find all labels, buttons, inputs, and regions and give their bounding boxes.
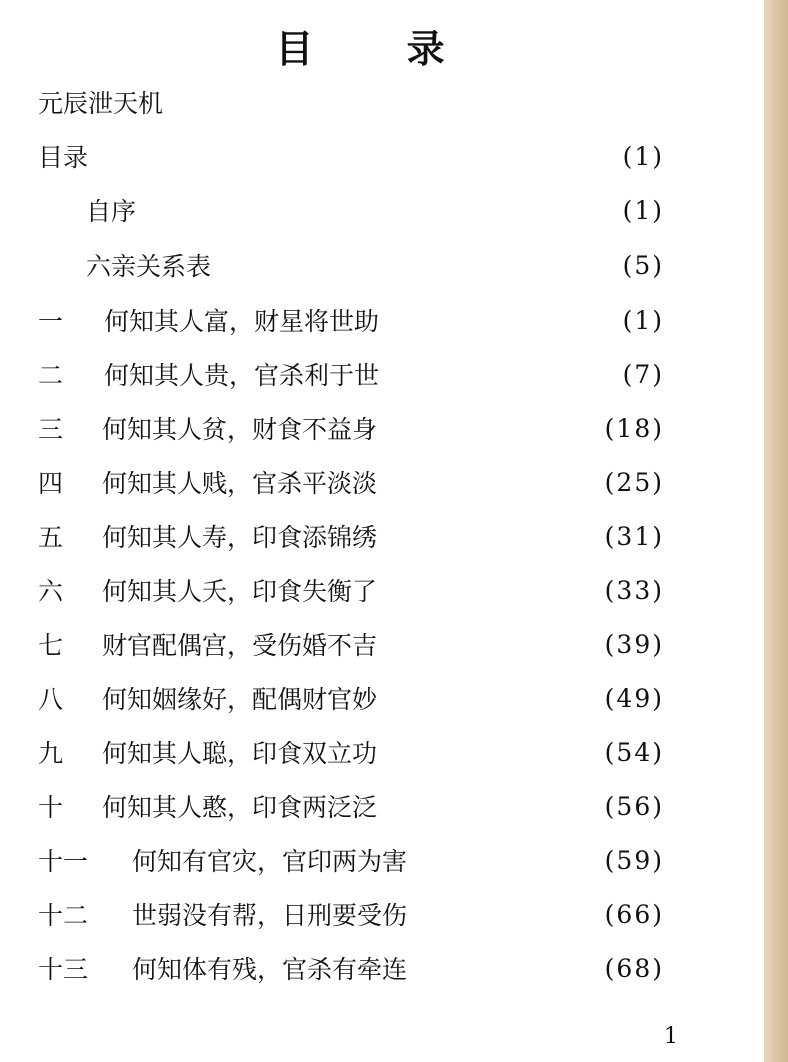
- toc-entry-page: (56): [604, 791, 664, 821]
- toc-entry-page: (33): [604, 575, 664, 605]
- dot-leader: [92, 136, 617, 176]
- toc-entry-title: 世弱没有帮，日刑要受伤: [132, 901, 408, 930]
- toc-entry-title: 何知其人贵，官杀利于世: [104, 361, 380, 390]
- toc-entry-number: 三: [38, 415, 64, 444]
- toc-entry-page: (1): [622, 141, 664, 171]
- toc-entry: [86, 190, 664, 230]
- page-edge: [764, 0, 788, 1062]
- dot-leader: [215, 245, 617, 285]
- toc-entry-title: 何知有官灾，官印两为害: [132, 847, 408, 876]
- toc-entry-number: 四: [38, 469, 64, 498]
- toc-entry-title: 何知其人贱，官杀平淡淡: [102, 469, 378, 498]
- dot-leader: [381, 516, 599, 556]
- toc-entry: [38, 624, 664, 664]
- toc-entry: [38, 300, 664, 340]
- toc-entry-title: 何知其人贫，财食不益身: [102, 415, 378, 444]
- toc-entry: [38, 570, 664, 610]
- toc-entry: [86, 245, 664, 285]
- toc-entry: [38, 948, 664, 988]
- toc-entry: [38, 840, 664, 880]
- toc-entry-number: 十二: [38, 901, 89, 930]
- toc-entry-page: (25): [604, 467, 664, 497]
- dot-leader: [381, 678, 599, 718]
- toc-entry-title: 何知其人富，财星将世助: [104, 307, 380, 336]
- toc-entry-title: 何知其人憨，印食两泛泛: [102, 793, 378, 822]
- toc-entry-number: 六: [38, 577, 64, 606]
- toc-entry-page: (18): [604, 413, 664, 443]
- toc-entry-page: (59): [604, 845, 664, 875]
- dot-leader: [383, 300, 617, 340]
- dot-leader: [140, 190, 617, 230]
- toc-entry: [38, 462, 664, 502]
- toc-entry-title: 六亲关系表: [86, 252, 212, 281]
- toc-entry-number: 二: [38, 361, 64, 390]
- toc-entry-title: 何知其人寿，印食添锦绣: [102, 523, 378, 552]
- toc-entry-number: 一: [38, 307, 64, 336]
- page-heading: 目 录: [275, 27, 485, 71]
- toc-entry-page: (68): [604, 953, 664, 983]
- dot-leader: [411, 894, 599, 934]
- toc-entry: [38, 516, 664, 556]
- toc-entry-number: 九: [38, 739, 64, 768]
- footer-page-number: 1: [664, 1024, 678, 1049]
- dot-leader: [383, 354, 617, 394]
- dot-leader: [411, 948, 599, 988]
- dot-leader: [381, 408, 599, 448]
- dot-leader: [381, 732, 599, 772]
- toc-entry-title: 目录: [38, 143, 89, 172]
- toc-entry-page: (5): [622, 250, 664, 280]
- toc-entry-page: (31): [604, 521, 664, 551]
- toc-entry-page: (1): [622, 195, 664, 225]
- toc-entry: [38, 894, 664, 934]
- dot-leader: [381, 570, 599, 610]
- toc-entry-title: 何知其人夭，印食失衡了: [102, 577, 378, 606]
- toc-entry-number: 五: [38, 523, 64, 552]
- toc-entry-title: 财官配偶宫，受伤婚不吉: [102, 631, 378, 660]
- dot-leader: [381, 624, 599, 664]
- toc-entry-number: 十三: [38, 955, 89, 984]
- toc-entry: [38, 136, 664, 176]
- toc-entry: [38, 732, 664, 772]
- toc-entry-page: (1): [622, 305, 664, 335]
- book-title: 元辰泄天机: [38, 89, 164, 118]
- toc-entry-number: 七: [38, 631, 64, 660]
- toc-entry-number: 十: [38, 793, 64, 822]
- toc-entry-page: (49): [604, 683, 664, 713]
- toc-entry-title: 何知其人聪，印食双立功: [102, 739, 378, 768]
- toc-entry-number: 十一: [38, 847, 89, 876]
- toc-entry-title: 何知体有残，官杀有牵连: [132, 955, 408, 984]
- toc-entry: [38, 678, 664, 718]
- toc-entry: [38, 786, 664, 826]
- dot-leader: [381, 786, 599, 826]
- toc-entry-title: 自序: [86, 197, 137, 226]
- toc-entry: [38, 408, 664, 448]
- dot-leader: [381, 462, 599, 502]
- toc-entry-page: (66): [604, 899, 664, 929]
- toc-entry-page: (54): [604, 737, 664, 767]
- dot-leader: [411, 840, 599, 880]
- toc-entry-page: (7): [622, 359, 664, 389]
- toc-entry-title: 何知姻缘好，配偶财官妙: [102, 685, 378, 714]
- toc-entry: [38, 354, 664, 394]
- toc-entry-page: (39): [604, 629, 664, 659]
- toc-entry-number: 八: [38, 685, 64, 714]
